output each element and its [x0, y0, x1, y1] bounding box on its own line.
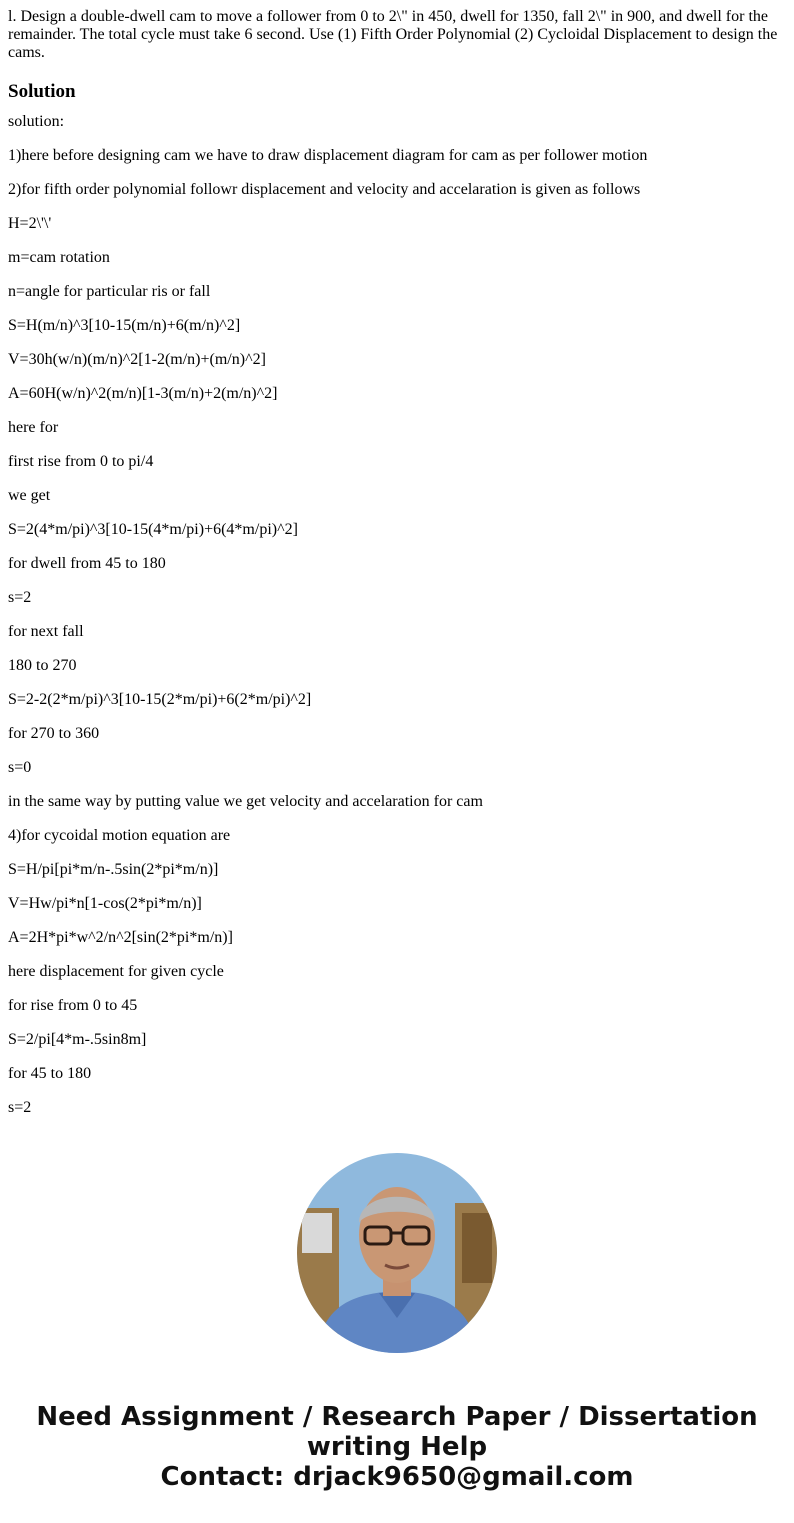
solution-line: we get	[8, 487, 51, 504]
solution-line: S=H/pi[pi*m/n-.5sin(2*pi*m/n)]	[8, 861, 219, 878]
promo-contact: Contact: drjack9650@gmail.com	[160, 1462, 634, 1492]
solution-line: in the same way by putting value we get velocity and accelaration for cam	[8, 793, 483, 810]
solution-line: s=2	[8, 589, 32, 606]
solution-line: for dwell from 45 to 180	[8, 555, 166, 572]
solution-line: A=2H*pi*w^2/n^2[sin(2*pi*m/n)]	[8, 929, 233, 946]
promo-line-1: Need Assignment / Research Paper / Dissertation	[36, 1402, 758, 1432]
solution-line: V=Hw/pi*n[1-cos(2*pi*m/n)]	[8, 895, 202, 912]
solution-line: S=H(m/n)^3[10-15(m/n)+6(m/n)^2]	[8, 317, 241, 334]
promo-banner	[0, 1402, 794, 1492]
solution-line: 2)for fifth order polynomial followr displacement and velocity and accelaration is given as follows	[8, 181, 641, 198]
solution-line: V=30h(w/n)(m/n)^2[1-2(m/n)+(m/n)^2]	[8, 351, 266, 368]
solution-line: H=2\'\'	[8, 215, 52, 232]
solution-heading: Solution	[8, 81, 76, 102]
promo-line-2: writing Help	[306, 1432, 488, 1462]
avatar-portrait	[297, 1153, 497, 1353]
solution-line: 1)here before designing cam we have to draw displacement diagram for cam as per follower motion	[8, 147, 648, 164]
solution-line: 180 to 270	[8, 657, 77, 674]
solution-line: for rise from 0 to 45	[8, 997, 138, 1014]
solution-line: S=2-2(2*m/pi)^3[10-15(2*m/pi)+6(2*m/pi)^2]	[8, 691, 312, 708]
solution-line: m=cam rotation	[8, 249, 110, 266]
solution-line: n=angle for particular ris or fall	[8, 283, 211, 300]
solution-line: for 45 to 180	[8, 1065, 92, 1082]
solution-line: s=2	[8, 1099, 32, 1116]
question-text: l. Design a double-dwell cam to move a follower from 0 to 2\" in 450, dwell for 1350, fall 2\" in 900, and dwell for the remainder. The total cycle must take 6 second. Use (1) Fifth Order Polynomial (2) Cycloidal Displacement to design the cams.	[8, 8, 778, 61]
solution-line: S=2(4*m/pi)^3[10-15(4*m/pi)+6(4*m/pi)^2]	[8, 521, 298, 538]
solution-line: here for	[8, 419, 59, 436]
solution-line: s=0	[8, 759, 32, 776]
solution-line: here displacement for given cycle	[8, 963, 224, 980]
solution-line: solution:	[8, 113, 65, 130]
solution-line: for next fall	[8, 623, 84, 640]
solution-line: A=60H(w/n)^2(m/n)[1-3(m/n)+2(m/n)^2]	[8, 385, 278, 402]
author-avatar	[297, 1153, 497, 1353]
solution-line: S=2/pi[4*m-.5sin8m]	[8, 1031, 147, 1048]
solution-line: 4)for cycoidal motion equation are	[8, 827, 231, 844]
solution-line: for 270 to 360	[8, 725, 100, 742]
solution-line: first rise from 0 to pi/4	[8, 453, 154, 470]
solution-lines	[8, 113, 786, 1133]
